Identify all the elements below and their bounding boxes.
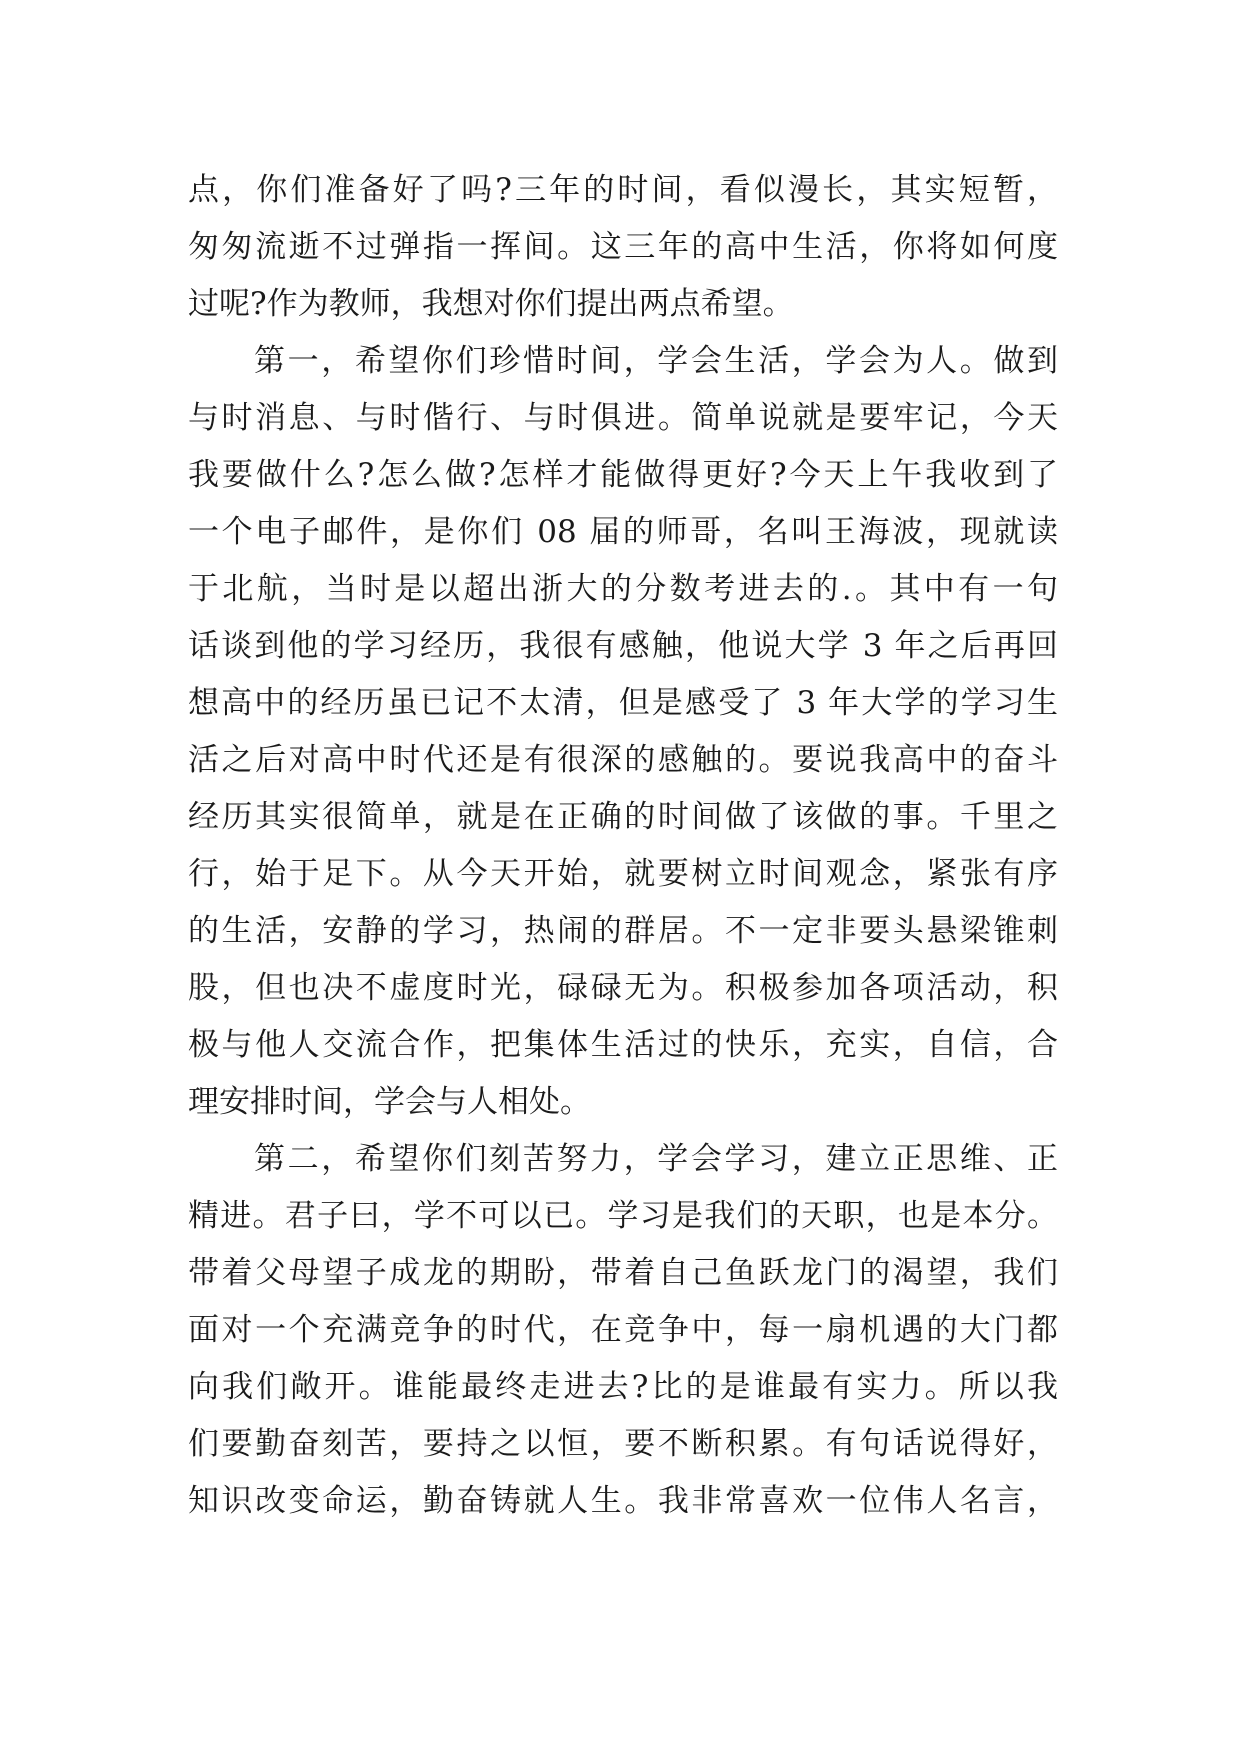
text-line: 向我们敞开。谁能最终走进去?比的是谁最有实力。所以我 <box>188 1369 1058 1405</box>
text-line: 于北航，当时是以超出浙大的分数考进去的.。其中有一句 <box>188 571 1058 607</box>
text-line: 想高中的经历虽已记不太清，但是感受了 3 年大学的学习生 <box>188 685 1058 721</box>
text-line: 第二，希望你们刻苦努力，学会学习，建立正思维、正 <box>254 1141 1058 1177</box>
text-line: 活之后对高中时代还是有很深的感触的。要说我高中的奋斗 <box>188 742 1058 778</box>
text-line: 与时消息、与时偕行、与时俱进。简单说就是要牢记，今天 <box>188 400 1058 436</box>
text-line: 面对一个充满竞争的时代，在竞争中，每一扇机遇的大门都 <box>188 1312 1058 1348</box>
text-line: 行，始于足下。从今天开始，就要树立时间观念，紧张有序 <box>188 856 1058 892</box>
text-line: 经历其实很简单，就是在正确的时间做了该做的事。千里之 <box>188 799 1058 835</box>
text-line: 一个电子邮件，是你们 08 届的师哥，名叫王海波，现就读 <box>188 514 1058 550</box>
text-line: 理安排时间，学会与人相处。 <box>188 1084 591 1120</box>
text-line: 股，但也决不虚度时光，碌碌无为。积极参加各项活动，积 <box>188 970 1058 1006</box>
body-text <box>188 162 1058 1530</box>
text-line: 我要做什么?怎么做?怎样才能做得更好?今天上午我收到了 <box>188 457 1058 493</box>
text-line: 带着父母望子成龙的期盼，带着自己鱼跃龙门的渴望，我们 <box>188 1255 1058 1291</box>
text-line: 们要勤奋刻苦，要持之以恒，要不断积累。有句话说得好， <box>188 1426 1058 1462</box>
text-line: 第一，希望你们珍惜时间，学会生活，学会为人。做到 <box>254 343 1058 379</box>
text-line: 的生活，安静的学习，热闹的群居。不一定非要头悬梁锥刺 <box>188 913 1058 949</box>
text-line: 知识改变命运，勤奋铸就人生。我非常喜欢一位伟人名言， <box>188 1483 1058 1519</box>
text-line: 极与他人交流合作，把集体生活过的快乐，充实，自信，合 <box>188 1027 1058 1063</box>
text-line: 过呢?作为教师，我想对你们提出两点希望。 <box>188 286 794 322</box>
text-line: 精进。君子曰，学不可以已。学习是我们的天职，也是本分。 <box>188 1198 1058 1234</box>
text-line: 点，你们准备好了吗?三年的时间，看似漫长，其实短暂， <box>188 172 1058 208</box>
text-line: 话谈到他的学习经历，我很有感触，他说大学 3 年之后再回 <box>188 628 1058 664</box>
text-line: 匆匆流逝不过弹指一挥间。这三年的高中生活，你将如何度 <box>188 229 1058 265</box>
